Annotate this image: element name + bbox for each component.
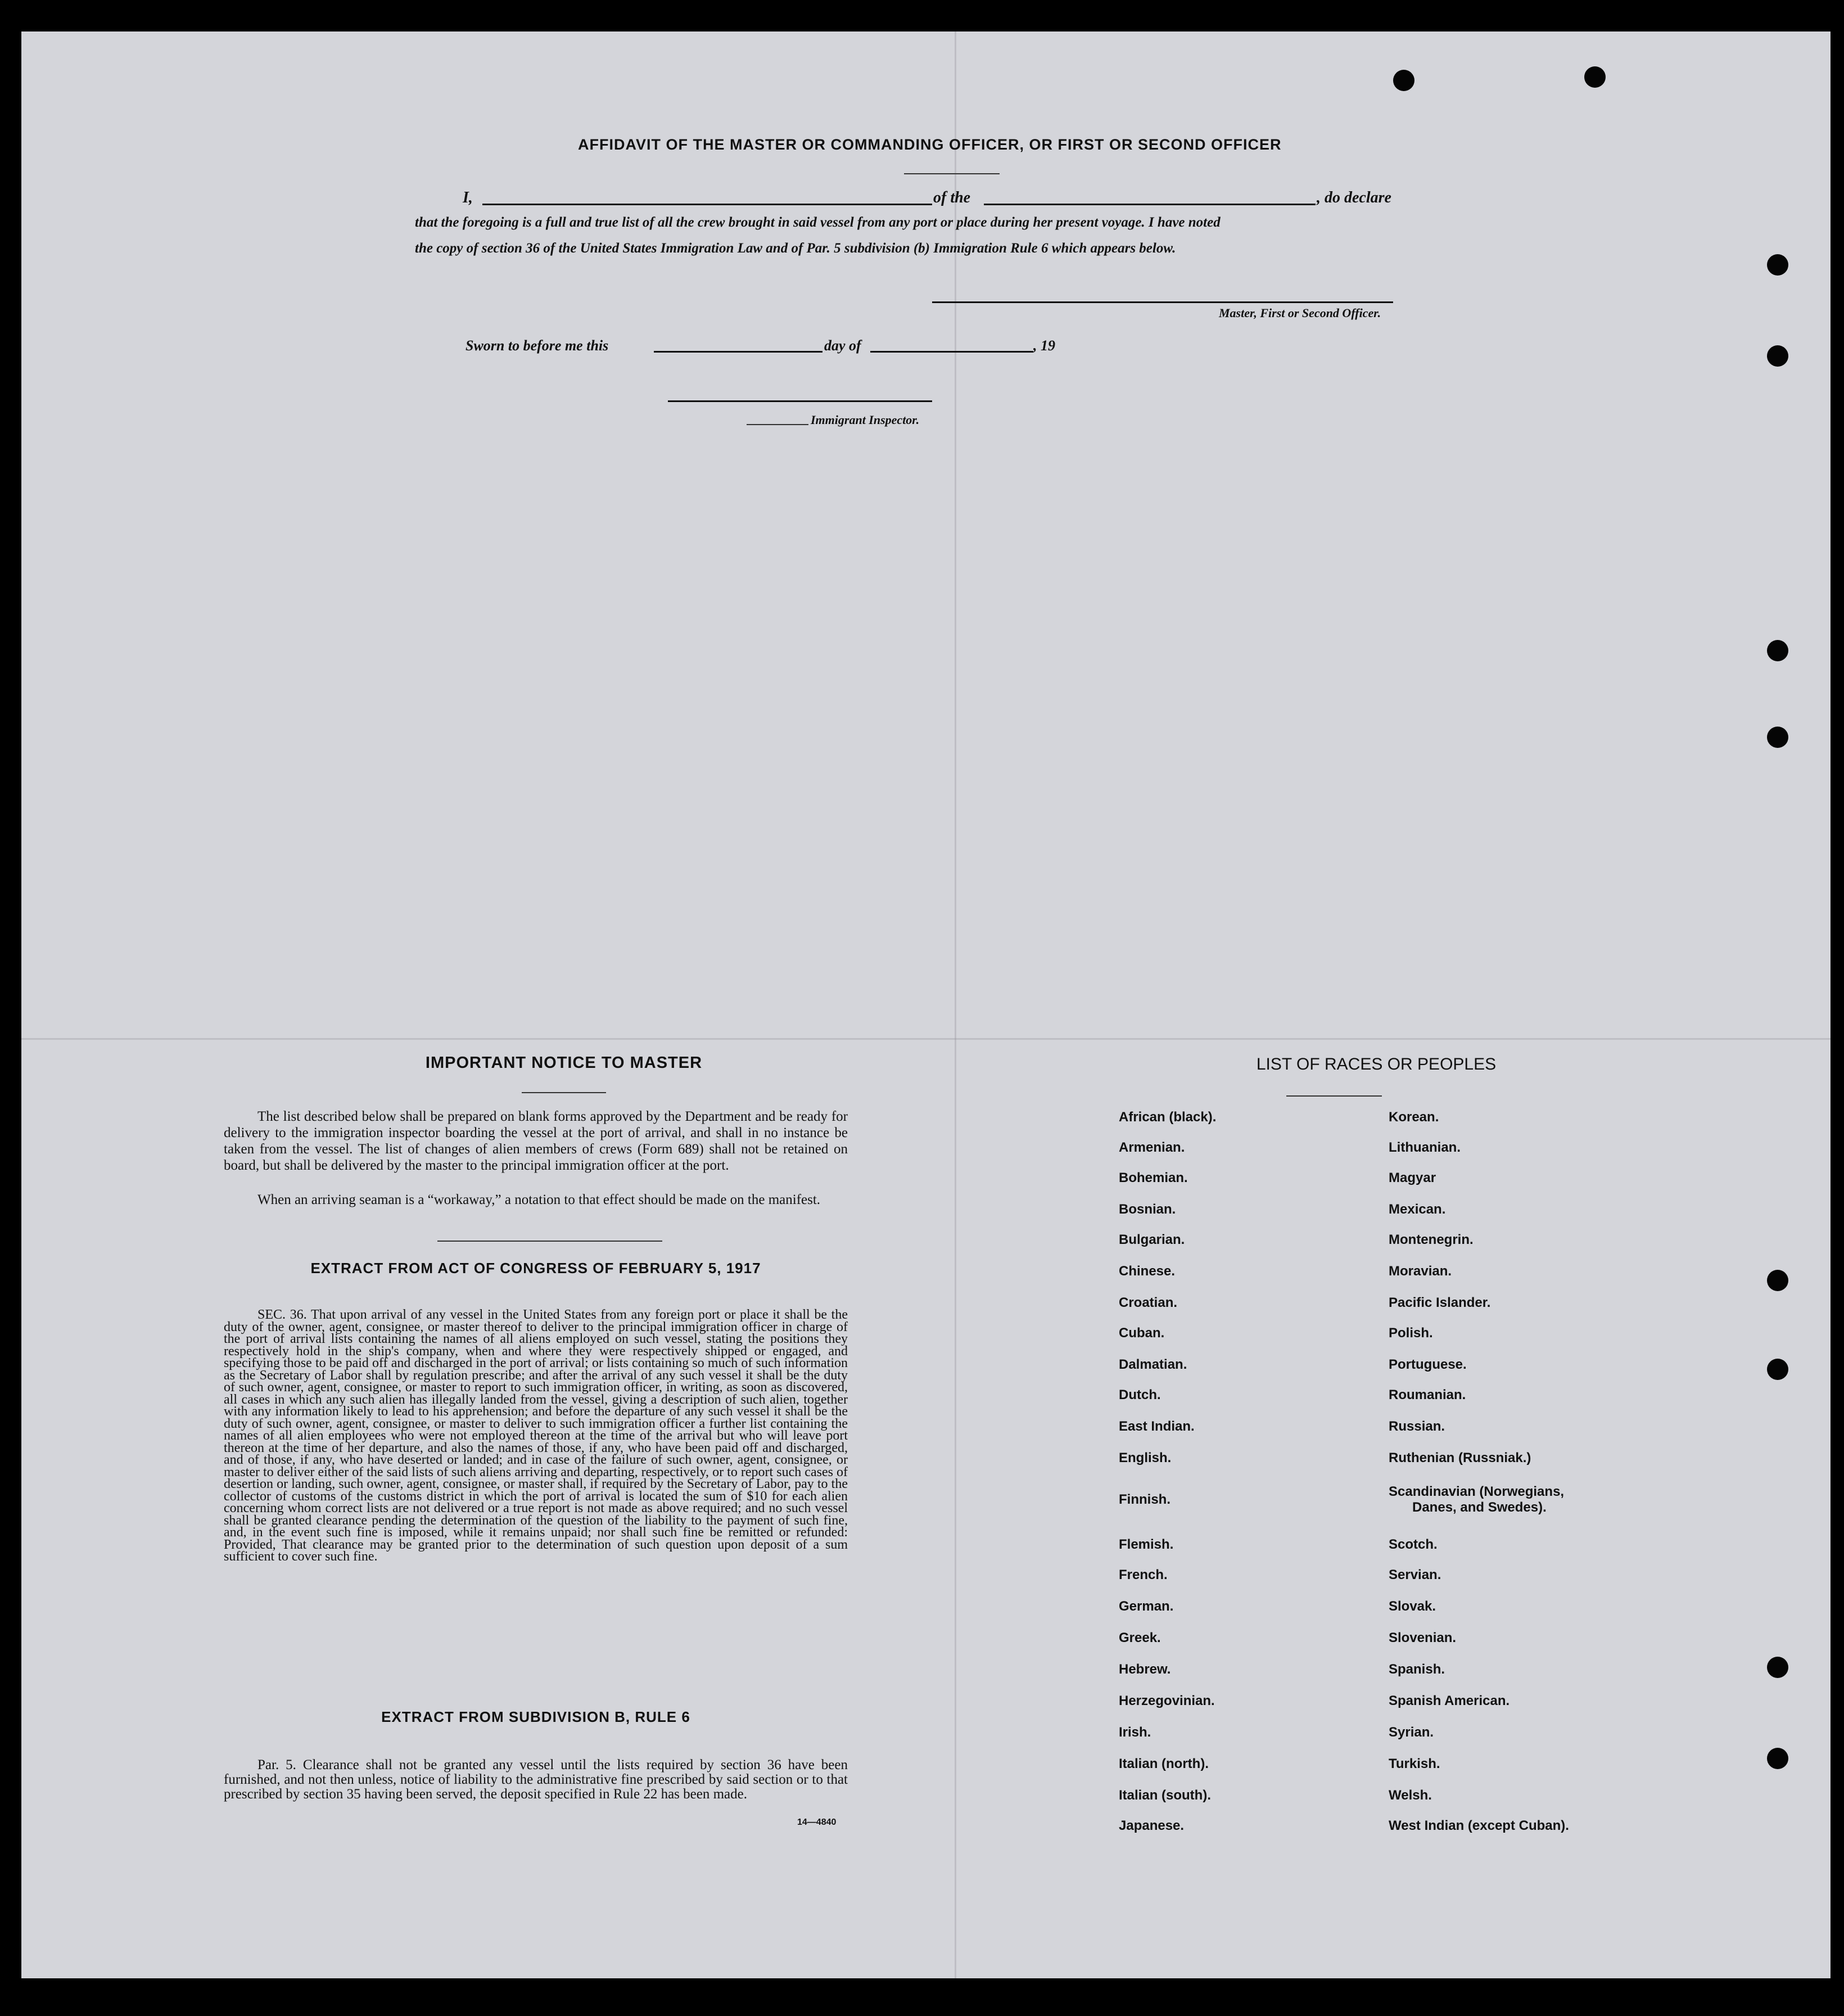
affidavit-line3: the copy of section 36 of the United States Immigration Law and of Par. 5 subdivision (b) Immigration Rule 6 which appears below. — [415, 241, 1176, 256]
punch-hole-icon — [1767, 1359, 1788, 1380]
affidavit-line1-suffix: , do declare — [1317, 189, 1391, 206]
race-item-continuation: Danes, and Swedes). — [1412, 1500, 1547, 1515]
race-item: Bohemian. — [1119, 1170, 1188, 1185]
race-item: Bosnian. — [1119, 1202, 1176, 1217]
notice-paragraph-2: When an arriving seaman is a “workaway,” a notation to that effect should be made on the manifest. — [257, 1192, 821, 1207]
race-item: Lithuanian. — [1389, 1140, 1461, 1155]
inspector-short-line — [747, 424, 808, 425]
punch-hole-icon — [1767, 254, 1788, 276]
name-blank-line — [482, 204, 932, 205]
race-item: Syrian. — [1389, 1725, 1434, 1740]
affidavit-line1-prefix: I, — [463, 189, 473, 206]
extract-rule-text: Par. 5. Clearance shall not be granted any vessel until the lists required by section 36 have been furnished, and not then unless, notice of liability to the administrative fine prescribed by said section or to that prescribed by section 35 having been served, the deposit specified in Rule 22 has been made. — [224, 1757, 848, 1802]
race-item: German. — [1119, 1599, 1174, 1614]
race-item: Dalmatian. — [1119, 1357, 1187, 1372]
race-item: Slovenian. — [1389, 1630, 1457, 1645]
race-item: Hebrew. — [1119, 1662, 1171, 1677]
affidavit-title: AFFIDAVIT OF THE MASTER OR COMMANDING OFFICER, OR FIRST OR SECOND OFFICER — [578, 136, 1282, 153]
extract-act-title: EXTRACT FROM ACT OF CONGRESS OF FEBRUARY 5, 1917 — [310, 1260, 761, 1277]
race-item: Italian (north). — [1119, 1756, 1209, 1771]
race-item: Pacific Islander. — [1389, 1295, 1491, 1310]
master-signature-line — [932, 301, 1393, 303]
race-item: African (black). — [1119, 1110, 1217, 1125]
fold-line-vertical — [955, 31, 956, 1978]
race-item: Japanese. — [1119, 1818, 1185, 1833]
race-item: Servian. — [1389, 1567, 1441, 1582]
race-item: English. — [1119, 1450, 1172, 1465]
punch-hole-icon — [1393, 70, 1414, 91]
race-item: Montenegrin. — [1389, 1232, 1474, 1247]
punch-hole-icon — [1767, 1748, 1788, 1769]
race-item: Spanish. — [1389, 1662, 1445, 1677]
race-item: Turkish. — [1389, 1756, 1440, 1771]
sworn-day-blank-line — [654, 351, 822, 353]
punch-hole-icon — [1584, 66, 1606, 88]
affidavit-line1-mid: of the — [933, 189, 971, 206]
notice-title: IMPORTANT NOTICE TO MASTER — [425, 1054, 703, 1072]
race-item: Croatian. — [1119, 1295, 1178, 1310]
sworn-prefix: Sworn to before me this — [465, 337, 609, 354]
race-item: Portuguese. — [1389, 1357, 1467, 1372]
races-divider — [1286, 1095, 1382, 1097]
race-item: Greek. — [1119, 1630, 1161, 1645]
race-item: Dutch. — [1119, 1387, 1161, 1402]
punch-hole-icon — [1767, 640, 1788, 661]
notice-end-divider — [437, 1241, 662, 1242]
sworn-year-label: , 19 — [1033, 337, 1055, 354]
fold-line-horizontal — [21, 1038, 1831, 1040]
race-item: Scandinavian (Norwegians, — [1389, 1484, 1565, 1499]
race-item: Italian (south). — [1119, 1788, 1211, 1803]
races-title: LIST OF RACES OR PEOPLES — [1256, 1055, 1497, 1074]
notice-paragraph-1: The list described below shall be prepared on blank forms approved by the Department and be ready for delivery to the immigration inspector boarding the vessel at the port of arrival, and shall in no instance be taken from the vessel. The list of changes of alien members of crews (Form 689) shall not be retained on board, but shall be delivered by the master to the principal immigration officer at the port. — [224, 1109, 848, 1173]
title-divider — [904, 173, 1000, 174]
form-number: 14—4840 — [797, 1817, 837, 1827]
sworn-day-label: day of — [824, 337, 861, 354]
race-item: West Indian (except Cuban). — [1389, 1818, 1569, 1833]
punch-hole-icon — [1767, 727, 1788, 748]
vessel-blank-line — [984, 204, 1316, 205]
notice-divider — [522, 1092, 606, 1093]
race-item: Roumanian. — [1389, 1387, 1466, 1402]
sworn-month-blank-line — [870, 351, 1033, 353]
race-item: Flemish. — [1119, 1537, 1174, 1552]
race-item: Welsh. — [1389, 1788, 1432, 1803]
race-item: Finnish. — [1119, 1492, 1170, 1507]
race-item: Ruthenian (Russniak.) — [1389, 1450, 1531, 1465]
punch-hole-icon — [1767, 345, 1788, 367]
race-item: Chinese. — [1119, 1264, 1176, 1279]
document-page — [21, 31, 1831, 1978]
inspector-signature-line — [668, 400, 932, 402]
race-item: Moravian. — [1389, 1264, 1452, 1279]
race-item: Slovak. — [1389, 1599, 1436, 1614]
extract-act-text: SEC. 36. That upon arrival of any vessel in the United States from any foreign port or place it shall be the duty of the owner, agent, consignee, or master thereof to deliver to the principal immigration officer in charge of the port of arrival lists containing the names of all aliens employed on such vessel, stating the positions they respectively hold in the ship's company, when and where they were respectively shipped or engaged, and specifying those to be paid off and discharged in the port of arrival; or lists containing so much of such information as the Secretary of Labor shall by regulation prescribe; and after the arrival of any such vessel it shall be the duty of such owner, agent, consignee, or master to report to such immigration officer, in writing, as soon as discovered, all cases in which any such alien has illegally landed from the vessel, giving a description of such alien, together with any information likely to lead to his apprehension; and before the departure of any such vessel it shall be the duty of such owner, agent, consignee, or master to deliver to such immigration officer a further list containing the names of all alien employees who were not employed thereon at the time of the arrival but who will leave port thereon at the time of her departure, and also the names of those, if any, who have been paid off and discharged, and of those, if any, who have deserted or landed; and in case of the failure of such owner, agent, consignee, or master to deliver either of the said lists of such aliens arriving and departing, respectively, or to report such cases of desertion or landing, such owner, agent, consignee, or master shall, if required by the Secretary of Labor, pay to the collector of customs of the customs district in which the port of arrival is located the sum of $10 for each alien concerning whom correct lists are not delivered or a true report is not made as above required; and no such vessel shall be granted clearance pending the determination of the question of the liability to the payment of such fine, and, in the event such fine is imposed, while it remains unpaid; nor shall such fine be remitted or refunded: Provided, That clearance may be granted prior to the determination of such question upon deposit of a sum sufficient to cover such fine. — [224, 1307, 848, 1564]
race-item: Irish. — [1119, 1725, 1151, 1740]
race-item: Scotch. — [1389, 1537, 1438, 1552]
affidavit-line2: that the foregoing is a full and true list of all the crew brought in said vessel from any port or place during her present voyage. I have noted — [415, 215, 1221, 230]
race-item: Cuban. — [1119, 1325, 1165, 1341]
inspector-caption: Immigrant Inspector. — [811, 413, 920, 427]
race-item: Polish. — [1389, 1325, 1433, 1341]
race-item: Armenian. — [1119, 1140, 1185, 1155]
punch-hole-icon — [1767, 1657, 1788, 1678]
race-item: Spanish American. — [1389, 1693, 1510, 1708]
race-item: Korean. — [1389, 1110, 1439, 1125]
race-item: East Indian. — [1119, 1419, 1195, 1434]
race-item: Mexican. — [1389, 1202, 1446, 1217]
race-item: Bulgarian. — [1119, 1232, 1185, 1247]
punch-hole-icon — [1767, 1270, 1788, 1291]
extract-rule-title: EXTRACT FROM SUBDIVISION B, RULE 6 — [381, 1708, 690, 1725]
race-item: Herzegovinian. — [1119, 1693, 1215, 1708]
race-item: Magyar — [1389, 1170, 1436, 1185]
race-item: Russian. — [1389, 1419, 1445, 1434]
master-caption: Master, First or Second Officer. — [1219, 306, 1381, 320]
race-item: French. — [1119, 1567, 1168, 1582]
